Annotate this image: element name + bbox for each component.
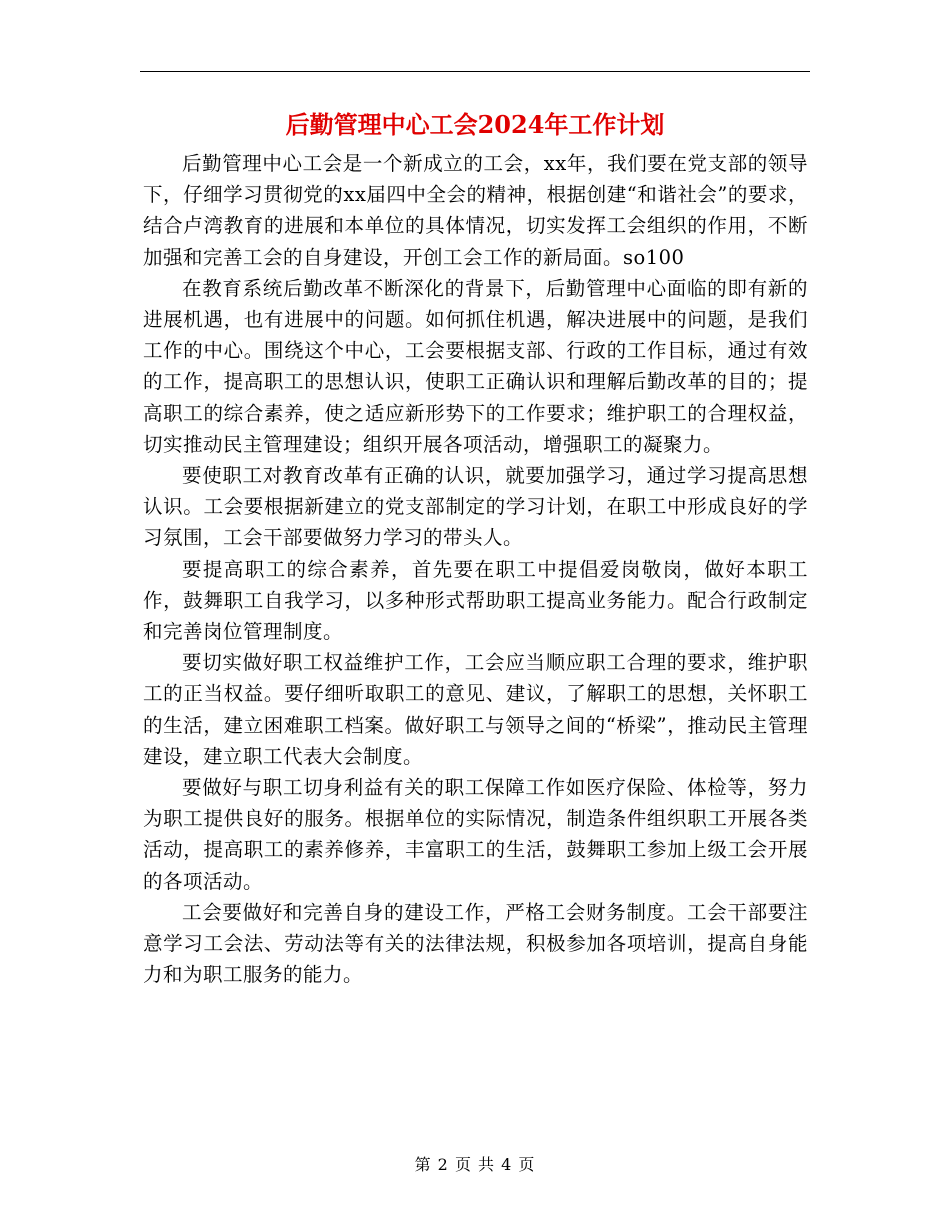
- document-body: [143, 148, 808, 990]
- paragraph-welfare: 要做好与职工切身利益有关的职工保障工作如医疗保险、体检等，努力为职工提供良好的服务。根据单位的实际情况，制造条件组织职工开展各类活动，提高职工的素养修养，丰富职工的生活，鼓舞职工参加上级工会开展的各项活动。: [143, 776, 808, 893]
- paragraph-study: 要使职工对教育改革有正确的认识，就要加强学习，通过学习提高思想认识。工会要根据新建立的党支部制定的学习计划，在职工中形成良好的学习氛围，工会干部要做努力学习的带头人。: [143, 464, 808, 550]
- paragraph-quality: 要提高职工的综合素养，首先要在职工中提倡爱岗敬岗，做好本职工作，鼓舞职工自我学习，以多种形式帮助职工提高业务能力。配合行政制定和完善岗位管理制度。: [143, 557, 808, 644]
- paragraph-self-building: 工会要做好和完善自身的建设工作，严格工会财务制度。工会干部要注意学习工会法、劳动法等有关的法律法规，积极参加各项培训，提高自身能力和为职工服务的能力。: [143, 900, 808, 987]
- paragraph-background: 在教育系统后勤改革不断深化的背景下，后勤管理中心面临的即有新的进展机遇，也有进展中的问题。如何抓住机遇，解决进展中的问题，是我们工作的中心。围绕这个中心，工会要根据支部、行政的工作目标，通过有效的工作，提高职工的思想认识，使职工正确认识和理解后勤改革的目的；提高职工的综合素养，使之适应新形势下的工作要求；维护职工的合理权益，切实推动民主管理建设；组织开展各项活动，增强职工的凝聚力。: [143, 276, 808, 456]
- document-title: 后勤管理中心工会2024年工作计划: [285, 110, 665, 139]
- header-rule: [140, 71, 810, 72]
- page-number-footer: 第 2 页 共 4 页: [414, 1155, 536, 1174]
- paragraph-rights: 要切实做好职工权益维护工作，工会应当顺应职工合理的要求，维护职工的正当权益。要仔细听取职工的意见、建议，了解职工的思想，关怀职工的生活，建立困难职工档案。做好职工与领导之间的“桥梁”，推动民主管理建设，建立职工代表大会制度。: [143, 651, 808, 768]
- paragraph-intro: 后勤管理中心工会是一个新成立的工会，xx年，我们要在党支部的领导下，仔细学习贯彻党的xx届四中全会的精神，根据创建“和谐社会”的要求，结合卢湾教育的进展和本单位的具体情况，切实发挥工会组织的作用，不断加强和完善工会的自身建设，开创工会工作的新局面。so100: [143, 152, 808, 269]
